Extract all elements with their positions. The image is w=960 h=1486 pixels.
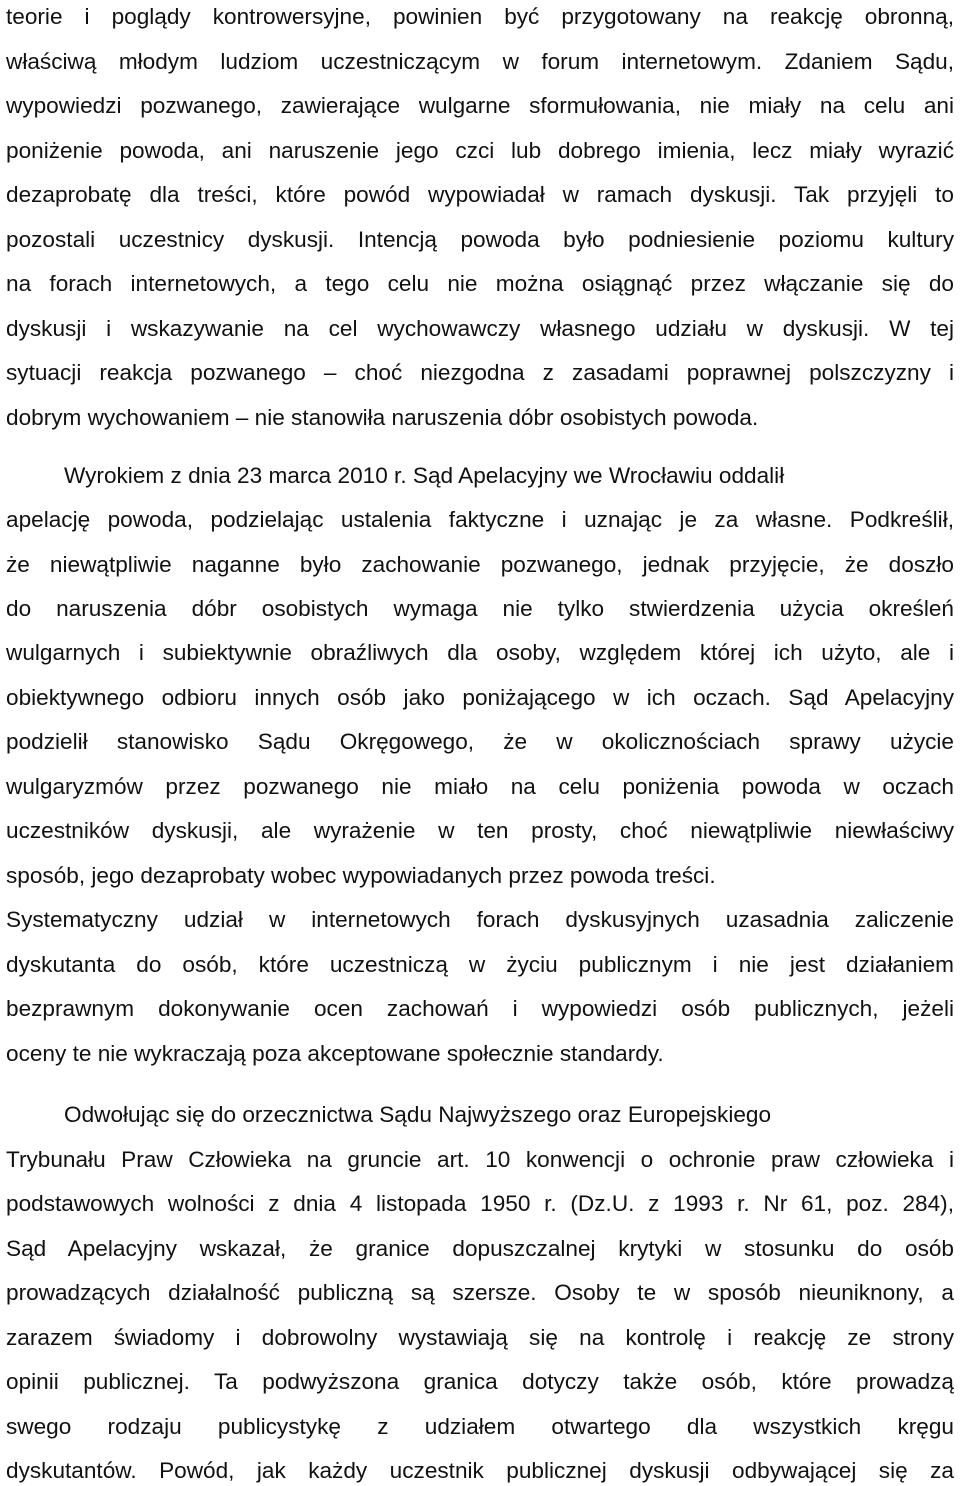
text-line: dyskutantów. Powód, jak każdy uczestnik publicznej dyskusji odbywającej się za [6, 1458, 954, 1483]
text-line: uczestników dyskusji, ale wyrażenie w ten prosty, choć niewątpliwie niewłaściwy [6, 818, 954, 843]
text-line: podzielił stanowisko Sądu Okręgowego, że w okolicznościach sprawy użycie [6, 729, 954, 754]
text-line: swego rodzaju publicystykę z udziałem otwartego dla wszystkich kręgu [6, 1414, 954, 1439]
text-line: dezaprobatę dla treści, które powód wypowiadał w ramach dyskusji. Tak przyjęli to [6, 182, 954, 207]
text-line: pozostali uczestnicy dyskusji. Intencją powoda było podniesienie poziomu kultury [6, 227, 954, 252]
text-line: wulgarnych i subiektywnie obraźliwych dla osoby, względem której ich użyto, ale i [6, 640, 954, 665]
paragraph-first-line: Odwołując się do orzecznictwa Sądu Najwyższego oraz Europejskiego [64, 1102, 772, 1127]
text-line: Sąd Apelacyjny wskazał, że granice dopuszczalnej krytyki w stosunku do osób [6, 1236, 954, 1261]
text-line: podstawowych wolności z dnia 4 listopada 1950 r. (Dz.U. z 1993 r. Nr 61, poz. 284), [6, 1191, 954, 1216]
text-line: oceny te nie wykraczają poza akceptowane społecznie standardy. [6, 1041, 664, 1066]
text-line: obiektywnego odbioru innych osób jako poniżającego w ich oczach. Sąd Apelacyjny [6, 685, 954, 710]
text-line: wypowiedzi pozwanego, zawierające wulgarne sformułowania, nie miały na celu ani [6, 93, 954, 118]
paragraph-first-line: Wyrokiem z dnia 23 marca 2010 r. Sąd Apelacyjny we Wrocławiu oddalił [64, 463, 785, 488]
text-line: że niewątpliwie naganne było zachowanie pozwanego, jednak przyjęcie, że doszło [6, 552, 954, 577]
text-line: bezprawnym dokonywanie ocen zachowań i wypowiedzi osób publicznych, jeżeli [6, 996, 954, 1021]
text-line: dyskutanta do osób, które uczestniczą w życiu publicznym i nie jest działaniem [6, 952, 954, 977]
text-line: zarazem świadomy i dobrowolny wystawiają się na kontrolę i reakcję ze strony [6, 1325, 954, 1350]
text-line: Trybunału Praw Człowieka na gruncie art. 10 konwencji o ochronie praw człowieka i [6, 1147, 954, 1172]
text-line: Systematyczny udział w internetowych forach dyskusyjnych uzasadnia zaliczenie [6, 907, 954, 932]
text-line: sytuacji reakcja pozwanego – choć niezgodna z zasadami poprawnej polszczyzny i [6, 360, 954, 385]
text-line: dobrym wychowaniem – nie stanowiła naruszenia dóbr osobistych powoda. [6, 405, 759, 430]
text-line: sposób, jego dezaprobaty wobec wypowiadanych przez powoda treści. [6, 863, 716, 888]
text-line: prowadzących działalność publiczną są szersze. Osoby te w sposób nieuniknony, a [6, 1280, 954, 1305]
text-line: teorie i poglądy kontrowersyjne, powinien być przygotowany na reakcję obronną, [6, 4, 954, 29]
text-line: apelację powoda, podzielając ustalenia faktyczne i uznając je za własne. Podkreślił, [6, 507, 954, 532]
text-line: poniżenie powoda, ani naruszenie jego czci lub dobrego imienia, lecz miały wyrazić [6, 138, 954, 163]
text-line: wulgaryzmów przez pozwanego nie miało na celu poniżenia powoda w oczach [6, 774, 954, 799]
text-line: na forach internetowych, a tego celu nie można osiągnąć przez włączanie się do [6, 271, 954, 296]
text-line: właściwą młodym ludziom uczestniczącym w forum internetowym. Zdaniem Sądu, [6, 49, 954, 74]
text-line: dyskusji i wskazywanie na cel wychowawczy własnego udziału w dyskusji. W tej [6, 316, 954, 341]
text-line: do naruszenia dóbr osobistych wymaga nie tylko stwierdzenia użycia określeń [6, 596, 954, 621]
text-line: opinii publicznej. Ta podwyższona granica dotyczy także osób, które prowadzą [6, 1369, 954, 1394]
